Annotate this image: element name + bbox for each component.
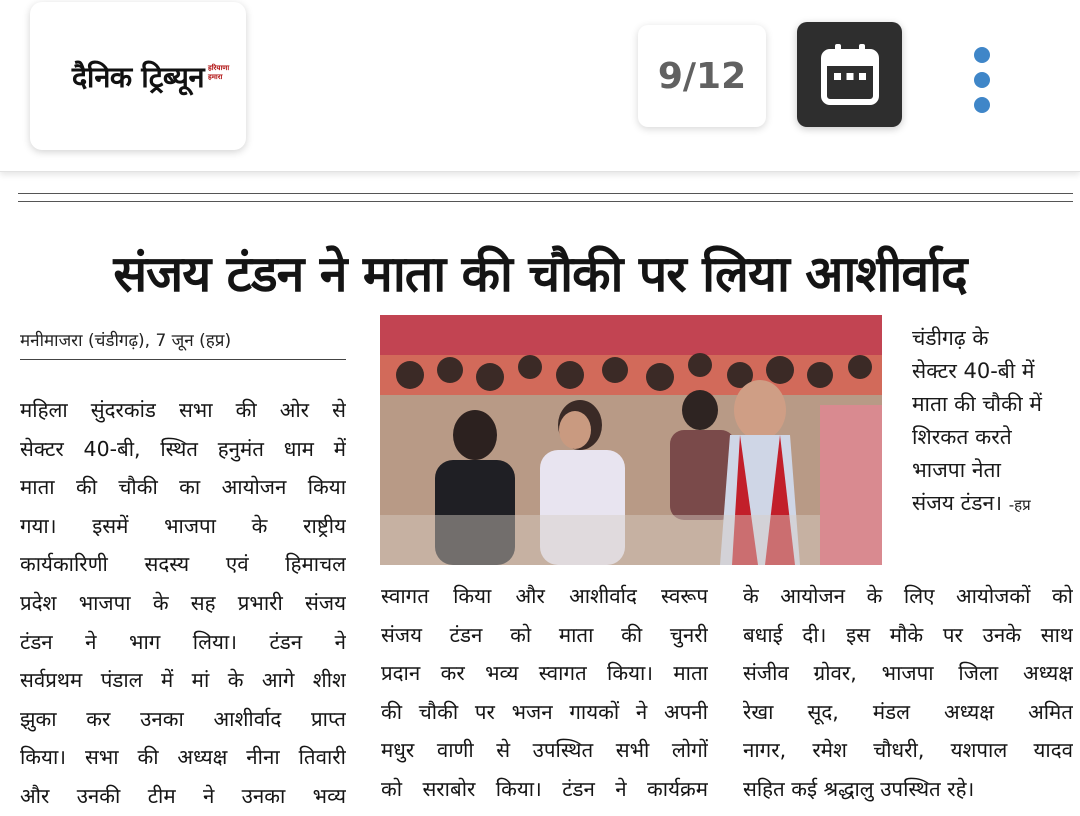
article-headline: संजय टंडन ने माता की चौकी पर लिया आशीर्वाद [113,245,967,303]
app-bar [0,0,1080,172]
text-line: बधाई दी। इस मौके पर उनके साथ [743,622,1073,647]
logo-text: दैनिक ट्रिब्यून [71,59,205,94]
article-dateline: मनीमाजरा (चंडीगढ़), 7 जून (हप्र) [20,328,346,360]
text-line: टंडन ने भाग लिया। टंडन ने [20,629,346,654]
top-rule-1 [18,193,1073,194]
article-column-2 [381,577,708,809]
caption-line [912,487,1072,522]
text-line: संजीव ग्रोवर, भाजपा जिला अध्यक्ष [743,661,1073,686]
top-rule-2 [18,201,1073,202]
photo-caption [912,322,1072,522]
text-line: कार्यकारिणी सदस्य एवं हिमाचल [20,552,346,577]
text-line: प्रदेश भाजपा के सह प्रभारी संजय [20,590,346,615]
text-line: की चौकी पर भजन गायकों ने अपनी [381,699,708,724]
caption-line: सेक्टर 40-बी में [912,359,1035,383]
newspaper-logo[interactable] [30,2,246,150]
caption-line: चंडीगढ़ के [912,326,989,350]
text-line: सर्वप्रथम पंडाल में मां के आगे शीश [20,668,346,693]
text-line: सहित कई श्रद्धालु उपस्थित रहे। [743,776,975,801]
article-column-3 [743,577,1073,809]
logo-tagline: हरियाणा हमारा [208,64,230,81]
caption-line: शिरकत करते [912,425,1012,449]
text-line: महिला सुंदरकांड सभा की ओर से [20,398,346,422]
text-line: सेक्टर 40-बी, स्थित हनुमंत धाम में [20,436,346,461]
text-line: संजय टंडन को माता की चुनरी [381,622,708,647]
article-photo[interactable] [380,315,882,565]
crowd-photo-illustration [380,315,882,565]
text-line: और उनकी टीम ने उनका भव्य [20,783,346,808]
article-column-1 [20,391,346,816]
text-line: के आयोजन के लिए आयोजकों को [743,584,1073,608]
text-line: मधुर वाणी से उपस्थित सभी लोगों [381,738,708,763]
more-vertical-icon [972,45,992,115]
text-line: गया। इसमें भाजपा के राष्ट्रीय [20,513,346,538]
text-line: झुका कर उनका आशीर्वाद प्राप्त [20,706,346,731]
text-line: किया। सभा की अध्यक्ष नीना तिवारी [20,745,346,770]
caption-line: भाजपा नेता [912,458,1001,482]
calendar-icon [819,42,881,108]
text-line: माता की चौकी का आयोजन किया [20,475,346,500]
calendar-button[interactable] [797,22,902,127]
caption-credit: -हप्र [1008,496,1031,514]
text-line: को सराबोर किया। टंडन ने कार्यक्रम [381,776,708,801]
text-line: प्रदान कर भव्य स्वागत किया। माता [381,661,708,686]
text-line: नागर, रमेश चौधरी, यशपाल यादव [743,738,1073,763]
page-indicator[interactable]: 9/12 [638,25,766,127]
more-options-button[interactable] [956,40,1008,120]
text-line: रेखा सूद, मंडल अध्यक्ष अमित [743,699,1073,724]
text-line: स्वागत किया और आशीर्वाद स्वरूप [381,584,708,608]
caption-last-line: संजय टंडन। [912,491,1003,515]
caption-line: माता की चौकी में [912,392,1042,416]
